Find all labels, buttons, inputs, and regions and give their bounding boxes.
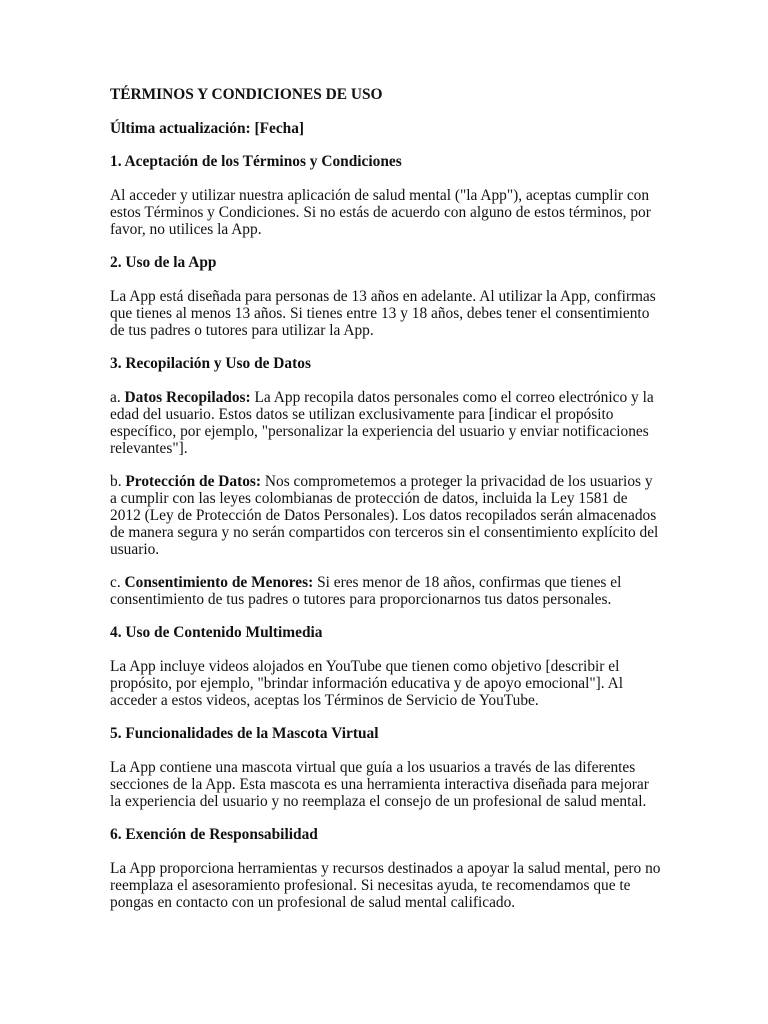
document-content <box>110 86 662 911</box>
section-heading-1: 1. Aceptación de los Términos y Condiciones <box>110 153 402 170</box>
last-updated: Última actualización: [Fecha] <box>110 120 305 137</box>
section-body-5: La App contiene una mascota virtual que guía a los usuarios a través de las diferentes secciones de la App. Esta mascota es una herramienta interactiva diseñada para mejorar la experiencia del usuario y no reemplaza el consejo de un profesional de salud mental. <box>110 759 649 810</box>
item-text: Si eres menor de 18 años, confirmas que tienes el consentimiento de tus padres o tutores para proporcionarnos tus datos personales. <box>110 574 622 608</box>
item-prefix: b. <box>110 473 122 490</box>
item-prefix: c. <box>110 574 121 591</box>
section-heading-6: 6. Exención de Responsabilidad <box>110 826 318 843</box>
section-heading-4: 4. Uso de Contenido Multimedia <box>110 624 323 641</box>
section-heading-3: 3. Recopilación y Uso de Datos <box>110 355 311 372</box>
item-label: Protección de Datos: <box>125 473 262 490</box>
section-heading-5: 5. Funcionalidades de la Mascota Virtual <box>110 725 379 742</box>
item-prefix: a. <box>110 389 121 406</box>
section-heading-2: 2. Uso de la App <box>110 254 217 271</box>
section-body-4: La App incluye videos alojados en YouTube que tienen como objetivo [describir el propósito, por ejemplo, "brindar información educativa y de apoyo emocional"]. Al acceder a estos videos, aceptas los Términos de Servicio de YouTube. <box>110 658 624 709</box>
section-body-6: La App proporciona herramientas y recursos destinados a apoyar la salud mental, pero no reemplaza el asesoramiento profesional. Si necesitas ayuda, te recomendamos que te pongas en contacto con un profesional de salud mental calificado. <box>110 860 661 911</box>
section-body-2: La App está diseñada para personas de 13 años en adelante. Al utilizar la App, confirmas que tienes al menos 13 años. Si tienes entre 13 y 18 años, debes tener el consentimiento de tus padres o tutores para utilizar la App. <box>110 288 656 339</box>
item-text: La App recopila datos personales como el correo electrónico y la edad del usuario. Estos datos se utilizan exclusivamente para [indicar el propósito específico, por ejemplo, "personalizar la experiencia del usuario y enviar notificaciones relevantes"]. <box>110 389 654 457</box>
document-title: TÉRMINOS Y CONDICIONES DE USO <box>110 86 383 103</box>
item-text: Nos comprometemos a proteger la privacidad de los usuarios y a cumplir con las leyes colombianas de protección de datos, incluida la Ley 1581 de 2012 (Ley de Protección de Datos Personales). Los datos recopilados serán almacenados de manera segura y no serán compartidos con terceros sin el consentimiento explícito del usuario. <box>110 473 659 558</box>
section-body-1: Al acceder y utilizar nuestra aplicación de salud mental ("la App"), aceptas cumplir con estos Términos y Condiciones. Si no estás de acuerdo con alguno de estos términos, por favor, no utilices la App. <box>110 187 651 238</box>
item-label: Datos Recopilados: <box>124 389 251 406</box>
section-item-3b <box>110 473 662 558</box>
item-label: Consentimiento de Menores: <box>124 574 314 591</box>
section-item-3a <box>110 389 662 457</box>
section-item-3c <box>110 574 662 608</box>
